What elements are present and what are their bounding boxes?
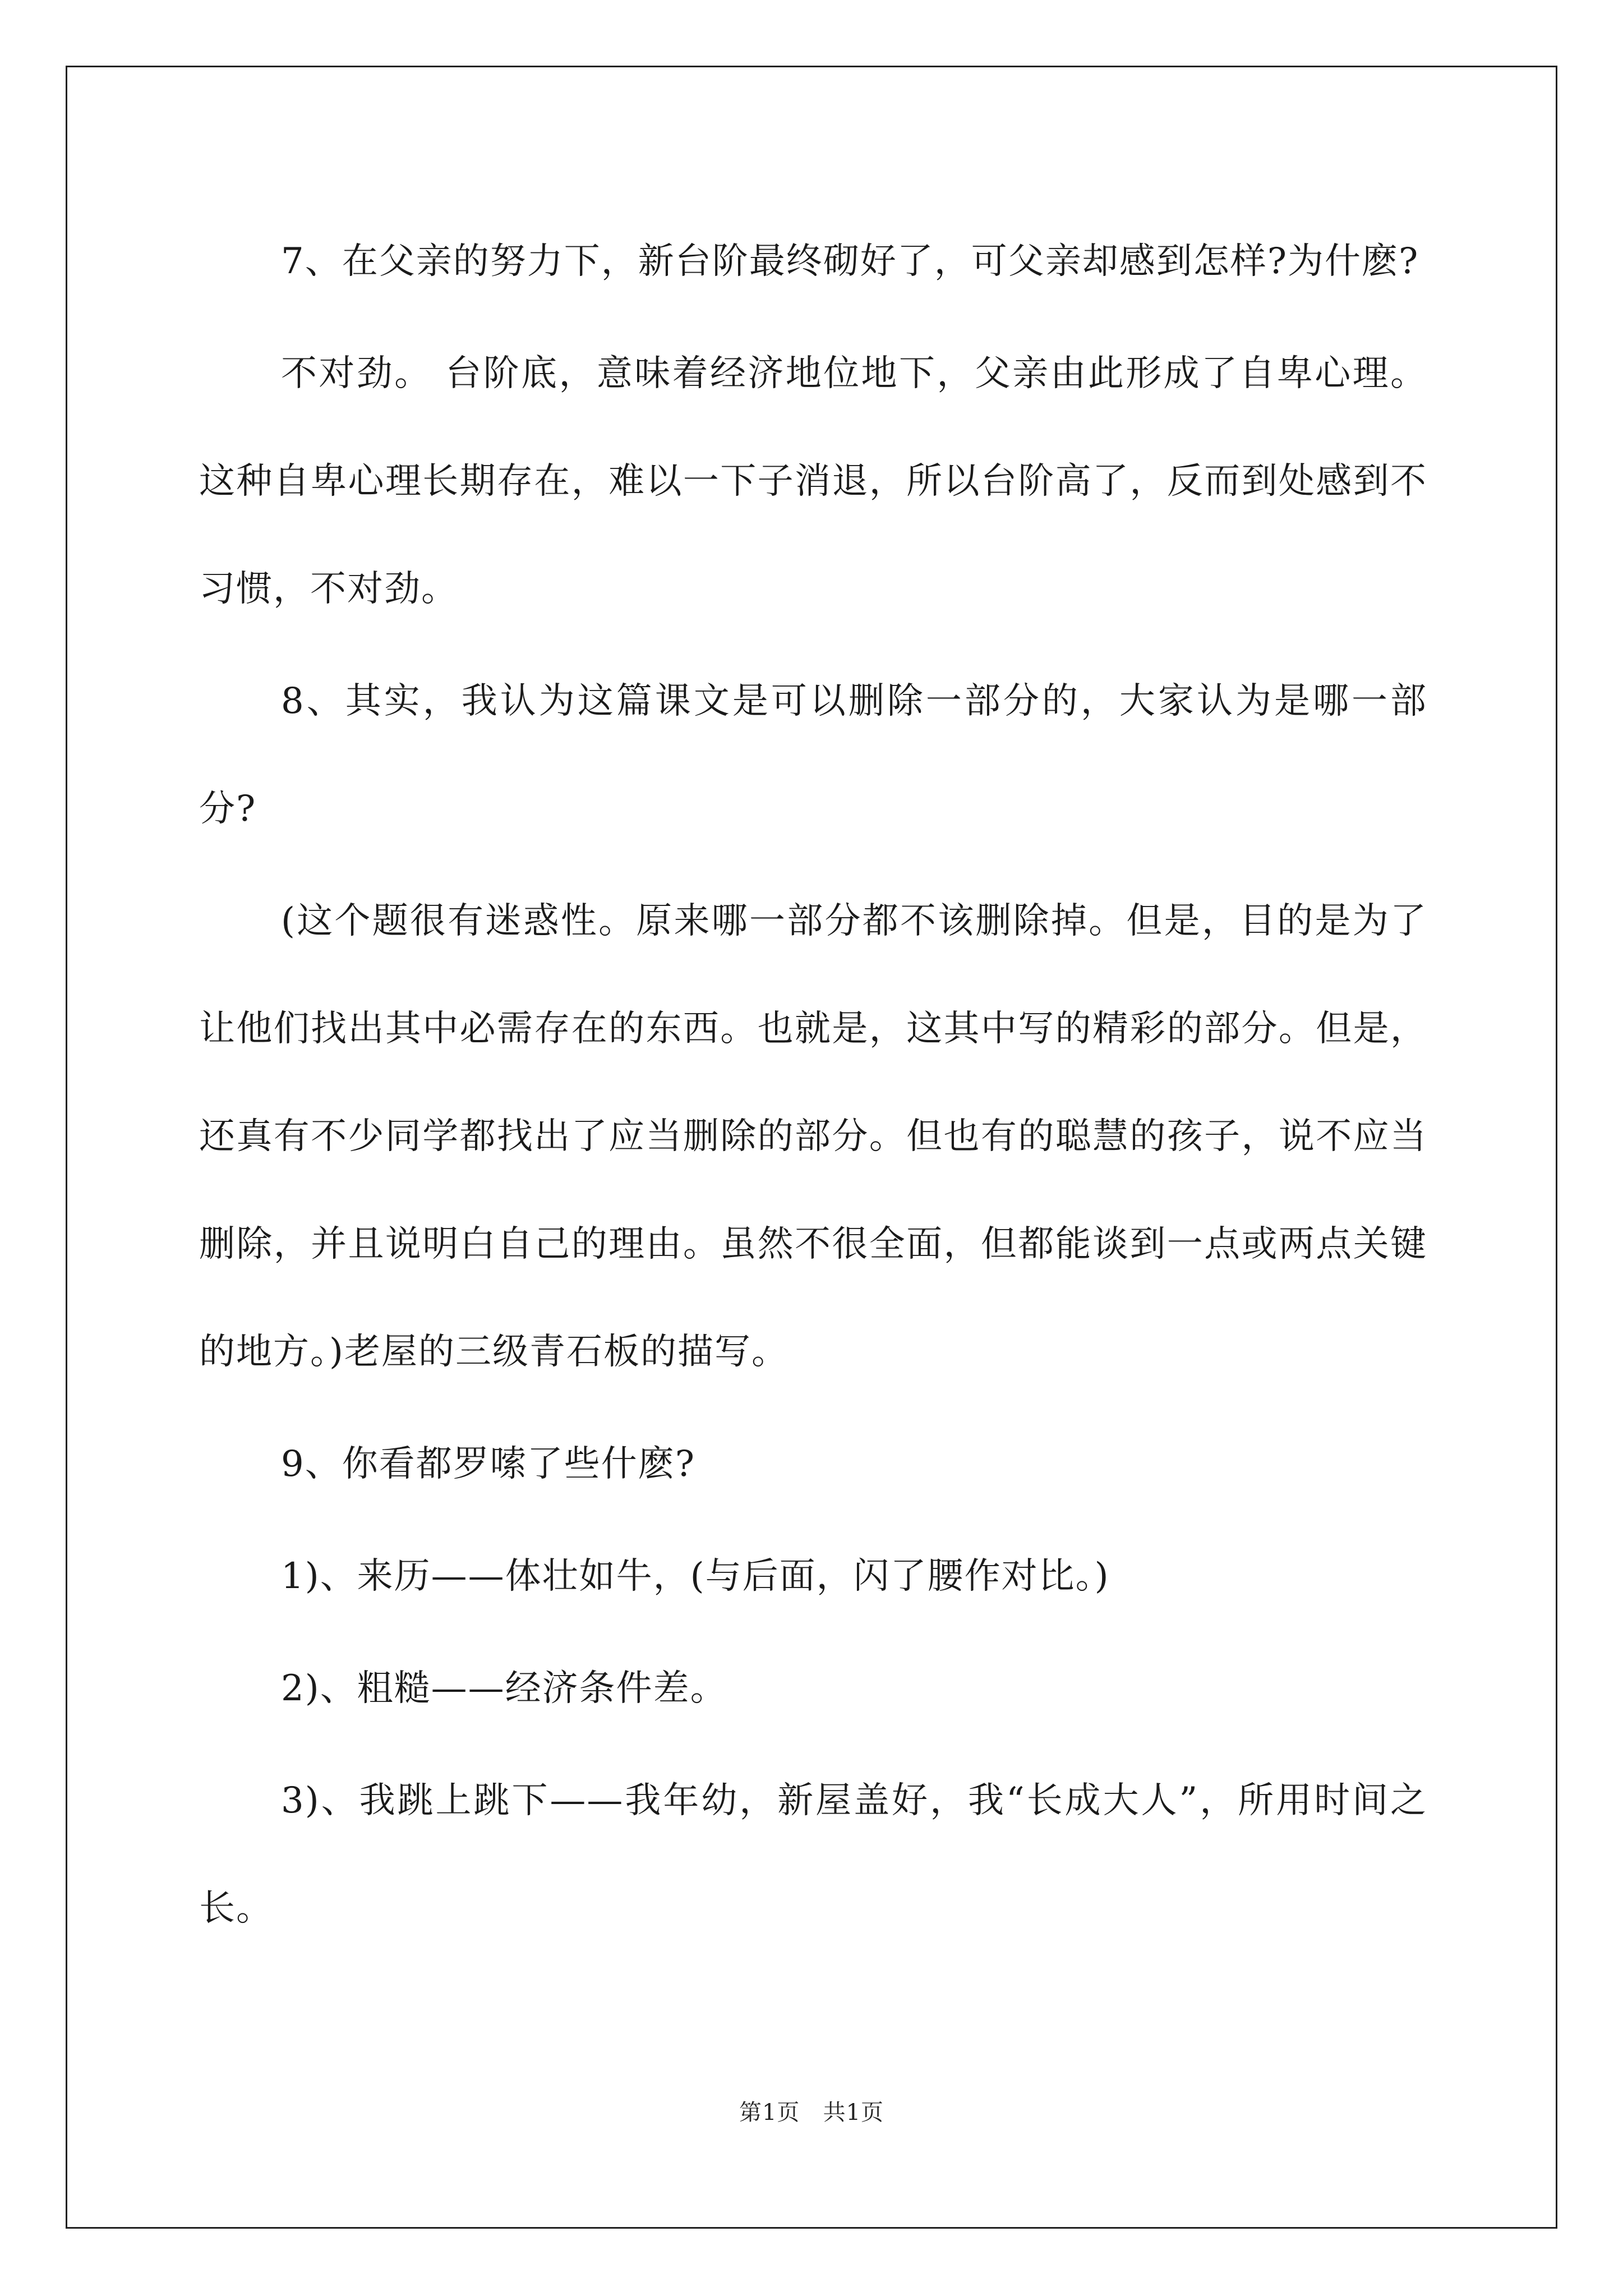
paragraph-answer-8: (这个题很有迷惑性。原来哪一部分都不该删除掉。但是，目的是为了让他们找出其中必需存在的东西。也就是，这其中写的精彩的部分。但是，还真有不少同学都找出了应当删除的部分。但也有的聪慧的孩子，说不应当删除，并且说明白自己的理由。虽然不很全面，但都能谈到一点或两点关键的地方。)老屋的三级青石板的描写。 — [199, 900, 1427, 1373]
page-number-total: 共1页 — [823, 2100, 884, 2125]
page-footer — [0, 2096, 1623, 2129]
page-number-current: 第1页 — [739, 2100, 800, 2125]
paragraph-question-7: 7、在父亲的努力下，新台阶最终砌好了，可父亲却感到怎样?为什麽? — [281, 241, 1419, 282]
document-body — [199, 208, 1427, 1967]
paragraph-item-1: 1)、来历——体壮如牛，(与后面，闪了腰作对比。) — [281, 1556, 1110, 1597]
paragraph-question-9: 9、你看都罗嗦了些什麽? — [281, 1443, 696, 1485]
paragraph-answer-7: 不对劲。 台阶底，意味着经济地位地下，父亲由此形成了自卑心理。这种自卑心理长期存在，难以一下子消退，所以台阶高了，反而到处感到不习惯，不对劲。 — [199, 353, 1427, 610]
paragraph-item-3: 3)、我跳上跳下——我年幼，新屋盖好，我“长成大人”，所用时间之长。 — [199, 1780, 1427, 1929]
paragraph-question-8: 8、其实，我认为这篇课文是可以删除一部分的，大家认为是哪一部分? — [199, 680, 1427, 830]
paragraph-item-2: 2)、粗糙——经济条件差。 — [281, 1668, 727, 1709]
